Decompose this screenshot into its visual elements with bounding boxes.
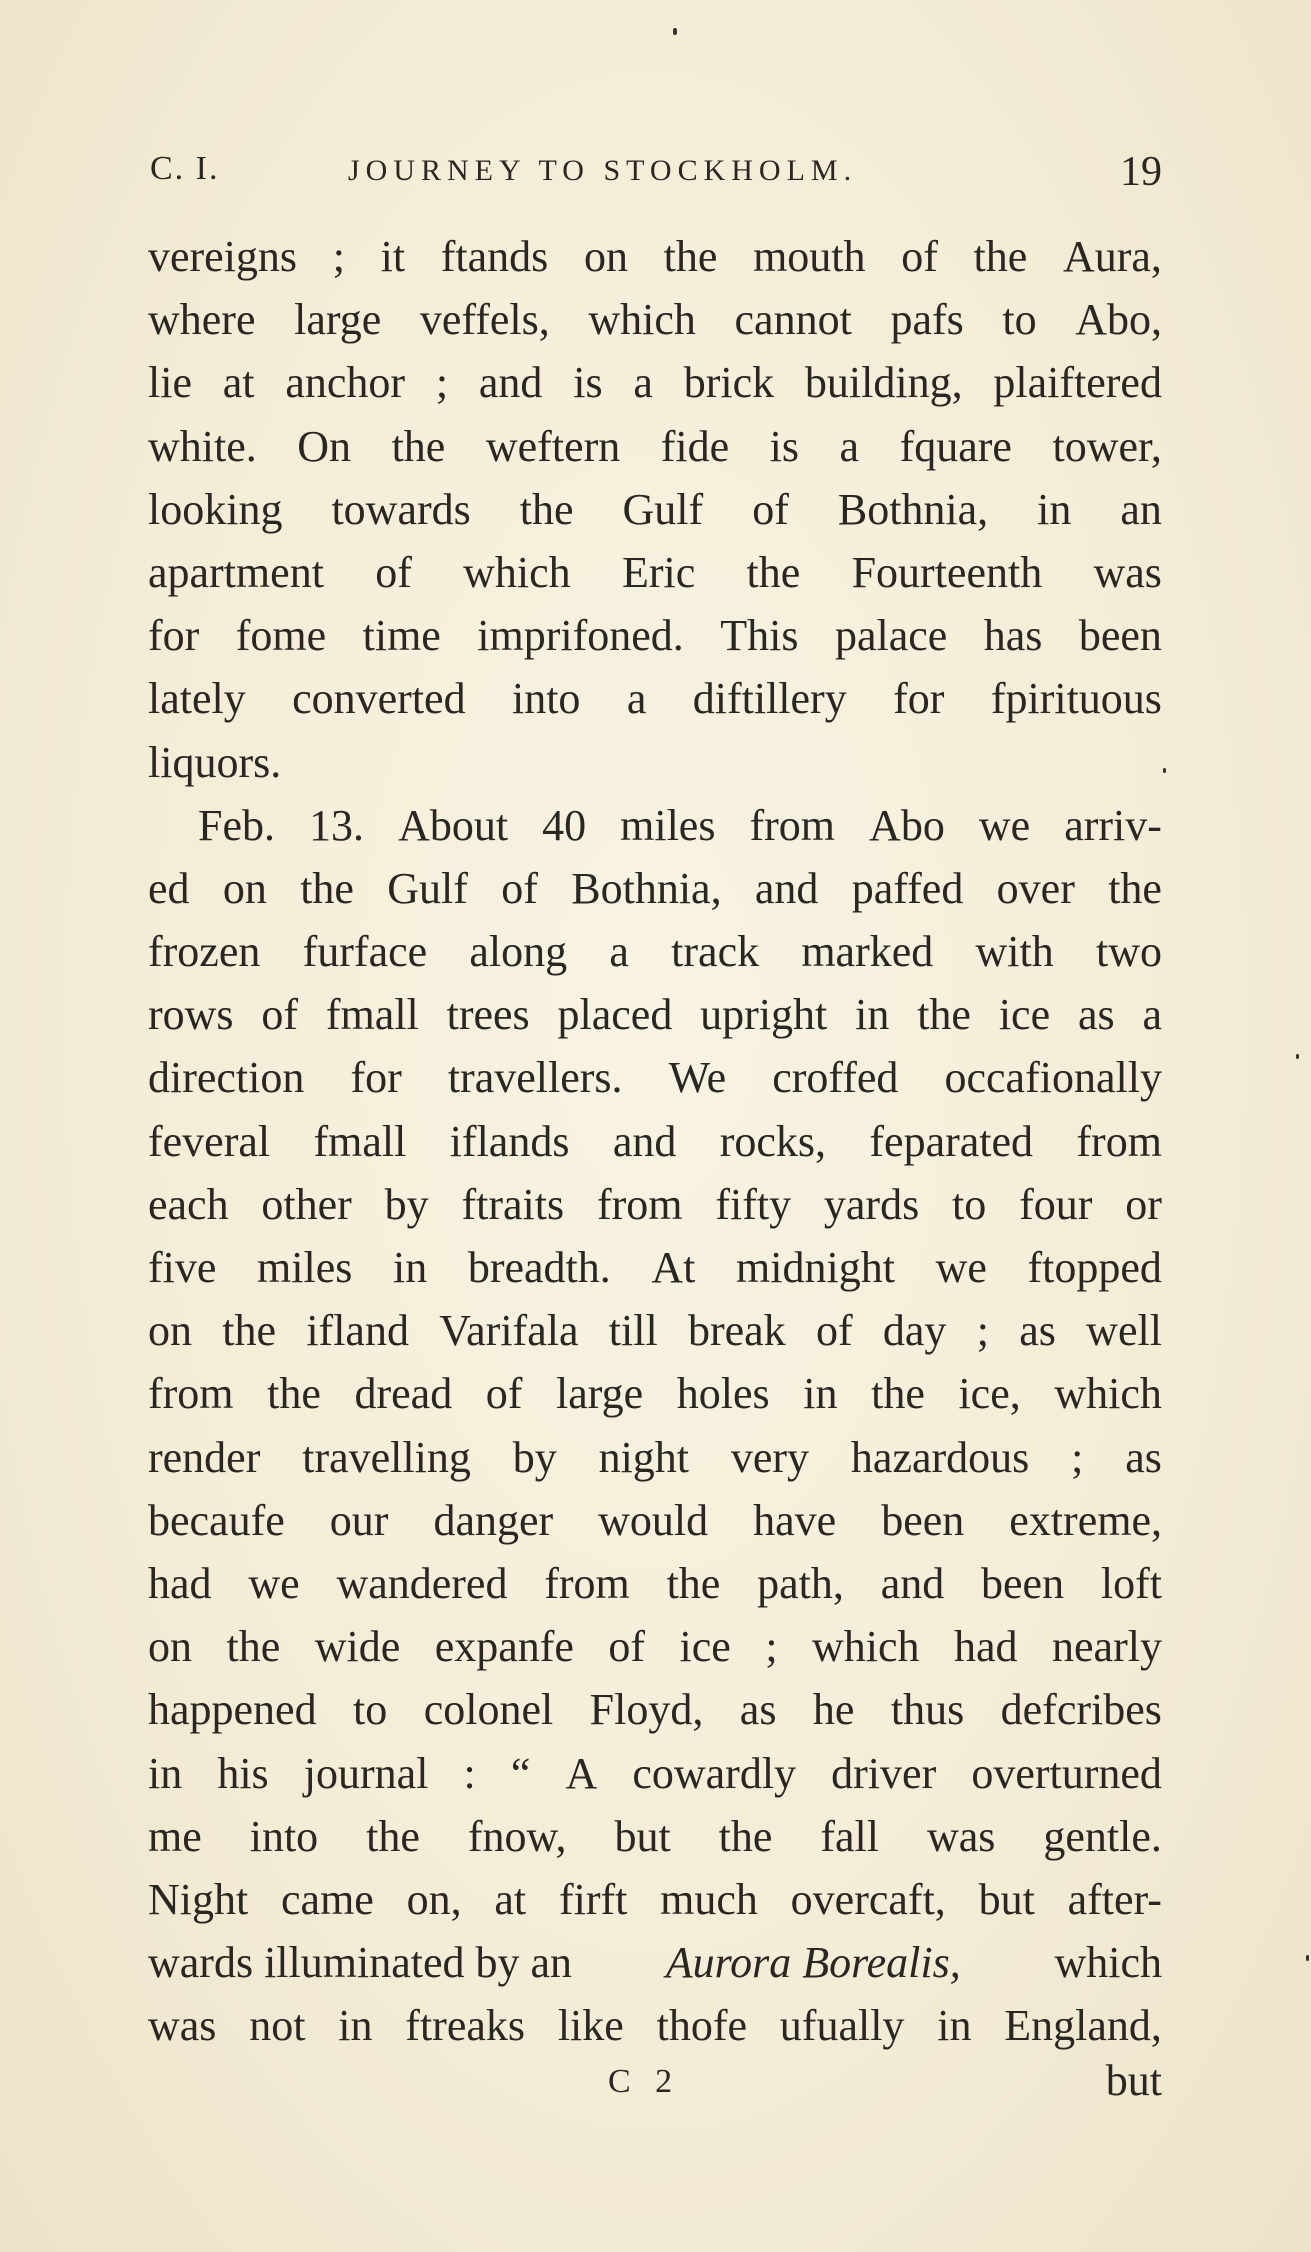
word: On xyxy=(297,421,352,471)
word: as xyxy=(739,1685,777,1735)
word: fall xyxy=(820,1811,880,1861)
word: to xyxy=(952,1179,987,1229)
running-header xyxy=(150,150,1162,200)
word: day xyxy=(882,1306,947,1356)
word: ufually xyxy=(779,2001,905,2051)
text-line xyxy=(148,1615,1162,1678)
catchword: but xyxy=(1105,2056,1162,2105)
word: 13. xyxy=(309,800,365,850)
word: feveral xyxy=(148,1116,271,1166)
text-line xyxy=(148,415,1162,478)
text-segment: wards illuminated by an xyxy=(148,1938,573,1988)
word: direction xyxy=(148,1053,305,1103)
text-line xyxy=(148,1742,1162,1805)
word: tower, xyxy=(1052,421,1162,471)
word: of xyxy=(815,1306,853,1356)
word: the xyxy=(663,232,718,281)
word: diftillery xyxy=(692,674,847,724)
word: : xyxy=(463,1748,476,1798)
word: ice xyxy=(679,1622,731,1672)
word: on xyxy=(222,863,267,913)
word: of xyxy=(485,1369,523,1419)
word: 40 xyxy=(542,800,587,850)
word: lie xyxy=(148,358,192,408)
word: the xyxy=(917,990,971,1040)
word: defcribes xyxy=(1000,1685,1162,1735)
word: furface xyxy=(302,927,428,977)
word: time xyxy=(362,611,441,661)
text-line xyxy=(148,288,1162,351)
word: “ xyxy=(510,1748,531,1798)
word: marked xyxy=(801,927,934,977)
word: on xyxy=(583,232,628,281)
word: liquors. xyxy=(148,737,282,787)
word: apartment xyxy=(148,547,324,597)
word: palace xyxy=(834,611,948,661)
word: thofe xyxy=(656,2001,747,2051)
text-line xyxy=(148,731,1162,794)
word: a xyxy=(609,927,629,977)
word: me xyxy=(148,1811,202,1861)
word: and xyxy=(754,863,819,913)
word: along xyxy=(469,927,568,977)
word: till xyxy=(608,1306,658,1356)
word: rocks, xyxy=(719,1116,827,1166)
word: ftopped xyxy=(1027,1243,1162,1292)
word: Abo, xyxy=(1075,295,1162,345)
word: large xyxy=(294,295,382,345)
word: in xyxy=(855,990,890,1040)
ink-speck xyxy=(673,28,677,35)
word: the xyxy=(871,1369,925,1419)
page-number: 19 xyxy=(1120,149,1162,195)
word: was xyxy=(1093,547,1162,597)
word: Night xyxy=(148,1874,249,1924)
word: England, xyxy=(1004,2001,1162,2051)
word: brick xyxy=(683,358,775,408)
word: arriv- xyxy=(1064,800,1162,850)
word: of xyxy=(901,232,938,281)
text-line xyxy=(148,983,1162,1046)
word: white. xyxy=(148,421,257,471)
word: which xyxy=(588,295,696,345)
text-line xyxy=(148,920,1162,983)
word: with xyxy=(975,927,1054,977)
word: to xyxy=(353,1685,388,1735)
word: colonel xyxy=(423,1685,554,1735)
word: to xyxy=(1002,295,1037,345)
word: ice xyxy=(998,990,1051,1040)
word: extreme, xyxy=(1009,1495,1162,1545)
word: fmall xyxy=(313,1116,407,1166)
word: a xyxy=(633,358,653,408)
text-line xyxy=(148,1046,1162,1109)
word: his xyxy=(217,1748,269,1798)
text-line xyxy=(148,794,1162,857)
word: cowardly xyxy=(632,1748,797,1798)
word: fnow, xyxy=(467,1811,567,1861)
word: in xyxy=(803,1369,838,1419)
word: from xyxy=(1076,1116,1162,1166)
word: much xyxy=(660,1874,758,1924)
word: each xyxy=(148,1179,229,1229)
word: as xyxy=(1019,1306,1056,1356)
word: had xyxy=(954,1622,1018,1672)
word: for xyxy=(148,611,200,661)
word: Varifala xyxy=(439,1306,579,1356)
word: in xyxy=(338,2001,373,2051)
text-line xyxy=(148,667,1162,730)
word: nearly xyxy=(1052,1622,1162,1672)
word: travelling xyxy=(302,1432,471,1482)
text-line-mixed xyxy=(148,1931,1162,1994)
word: the xyxy=(366,1811,420,1861)
text-line xyxy=(148,1805,1162,1868)
word: was xyxy=(926,1811,996,1861)
word: render xyxy=(148,1432,261,1482)
text-line xyxy=(148,1426,1162,1489)
word: the xyxy=(973,232,1028,281)
word: miles xyxy=(257,1243,353,1292)
word: of xyxy=(752,484,789,534)
ink-speck xyxy=(1163,768,1166,773)
text-line xyxy=(148,1678,1162,1741)
word: the xyxy=(391,421,446,471)
word: where xyxy=(148,295,256,345)
word: from xyxy=(596,1179,683,1229)
word: occafionally xyxy=(944,1053,1162,1103)
word: wandered xyxy=(336,1558,508,1608)
word: two xyxy=(1095,927,1162,977)
word: weftern xyxy=(485,421,621,471)
word: fquare xyxy=(899,421,1012,471)
text-line xyxy=(148,1173,1162,1236)
word: from xyxy=(148,1369,234,1419)
text-line xyxy=(148,1362,1162,1425)
word: travellers. xyxy=(447,1053,623,1103)
text-line xyxy=(148,541,1162,604)
text-line xyxy=(148,604,1162,667)
word: an xyxy=(1120,484,1162,534)
word: for xyxy=(893,674,945,724)
word: feparated xyxy=(869,1116,1034,1166)
word: Fourteenth xyxy=(851,547,1043,597)
running-title: JOURNEY TO STOCKHOLM. xyxy=(348,154,858,187)
word: danger xyxy=(433,1495,554,1545)
ink-speck xyxy=(1296,1054,1299,1059)
word: loft xyxy=(1100,1558,1162,1608)
word: About xyxy=(398,800,509,850)
word: Gulf xyxy=(387,863,468,913)
word: been xyxy=(881,1495,965,1545)
word: veffels, xyxy=(419,295,550,345)
word: and xyxy=(478,358,543,408)
word: night xyxy=(598,1432,690,1482)
word: Aura, xyxy=(1062,232,1162,281)
word: miles xyxy=(620,800,716,850)
word: large xyxy=(556,1369,644,1419)
word: firft xyxy=(558,1874,628,1924)
word: ; xyxy=(332,232,345,281)
word: a xyxy=(626,674,647,724)
word: overcaft, xyxy=(790,1874,946,1924)
word: of xyxy=(501,863,538,913)
word: Eric xyxy=(621,547,696,597)
word: This xyxy=(720,611,799,661)
word: like xyxy=(557,2001,624,2051)
word: rows xyxy=(148,990,234,1040)
word: frozen xyxy=(148,927,261,977)
word: very xyxy=(730,1432,810,1482)
word: on xyxy=(148,1622,192,1672)
word: upright xyxy=(700,990,828,1040)
word: break xyxy=(687,1306,786,1356)
word: path, xyxy=(757,1558,844,1608)
word: as xyxy=(1125,1432,1162,1482)
text-segment: which xyxy=(1054,1938,1162,1988)
word: on xyxy=(148,1306,192,1356)
word: holes xyxy=(676,1369,770,1419)
word: from xyxy=(749,800,836,850)
page-footer xyxy=(150,2055,1162,2115)
word: came xyxy=(281,1874,374,1924)
word: the xyxy=(1108,863,1162,913)
word: ftraits xyxy=(461,1179,565,1229)
word: imprifoned. xyxy=(477,611,684,661)
word: has xyxy=(983,611,1043,661)
word: pafs xyxy=(890,295,964,345)
word: and xyxy=(880,1558,945,1608)
word: midnight xyxy=(736,1243,895,1292)
word: fifty xyxy=(715,1179,792,1229)
word: the xyxy=(226,1622,281,1672)
word: of xyxy=(608,1622,646,1672)
word: yards xyxy=(823,1179,920,1229)
word: fide xyxy=(660,421,730,471)
word: ftands xyxy=(440,232,549,281)
word: which xyxy=(812,1622,920,1672)
word: had xyxy=(148,1558,212,1608)
word: it xyxy=(380,232,406,281)
word: breadth. xyxy=(467,1243,611,1292)
word: not xyxy=(249,2001,306,2051)
word: is xyxy=(573,358,603,408)
word: vereigns xyxy=(148,232,298,281)
word: which xyxy=(463,547,571,597)
text-line xyxy=(148,1110,1162,1173)
word: Abo xyxy=(869,800,945,850)
text-line xyxy=(148,857,1162,920)
word: paffed xyxy=(851,863,964,913)
word: mouth xyxy=(753,232,866,281)
word: ed xyxy=(148,863,190,913)
word: the xyxy=(300,863,354,913)
word: happened xyxy=(148,1685,317,1735)
word: Bothnia, xyxy=(837,484,989,534)
word: becaufe xyxy=(148,1495,285,1545)
word: but xyxy=(614,1811,671,1861)
word: we xyxy=(935,1243,987,1292)
word: for xyxy=(350,1053,402,1103)
word: in xyxy=(392,1243,428,1292)
word: we xyxy=(248,1558,300,1608)
word: the xyxy=(718,1811,773,1861)
word: in xyxy=(937,2001,972,2051)
word: into xyxy=(511,674,581,724)
word: ftreaks xyxy=(405,2001,526,2051)
text-line xyxy=(148,1489,1162,1552)
word: ifland xyxy=(306,1306,409,1356)
word: and xyxy=(612,1116,677,1166)
word: trees xyxy=(446,990,530,1040)
word: into xyxy=(249,1811,319,1861)
word: ; xyxy=(765,1622,778,1672)
word: after- xyxy=(1067,1874,1162,1924)
word: by xyxy=(384,1179,429,1229)
word: we xyxy=(978,800,1031,850)
word: the xyxy=(222,1306,277,1356)
word: ice, xyxy=(958,1369,1021,1419)
word: iflands xyxy=(449,1116,570,1166)
word: from xyxy=(544,1558,630,1608)
word: he xyxy=(812,1685,855,1735)
word: been xyxy=(1078,611,1162,661)
word: the xyxy=(519,484,574,534)
text-line xyxy=(148,1994,1162,2057)
word: We xyxy=(668,1053,727,1103)
word: fmall xyxy=(325,990,419,1040)
signature-mark: C 2 xyxy=(608,2063,681,2100)
word: of xyxy=(261,990,299,1040)
word: expanfe xyxy=(434,1622,574,1672)
chapter-label: C. I. xyxy=(150,150,220,187)
text-line xyxy=(148,478,1162,541)
word: four xyxy=(1019,1179,1093,1229)
word: our xyxy=(329,1495,389,1545)
word: a xyxy=(839,421,860,471)
word: A xyxy=(565,1748,598,1798)
word: gentle. xyxy=(1043,1811,1162,1861)
word: on, xyxy=(406,1874,462,1924)
word: ; xyxy=(1071,1432,1084,1482)
word: Gulf xyxy=(622,484,704,534)
word: been xyxy=(981,1558,1065,1608)
word: or xyxy=(1125,1179,1162,1229)
word: fome xyxy=(235,611,327,661)
word: journal xyxy=(303,1748,429,1798)
word: placed xyxy=(557,990,673,1040)
word: the xyxy=(267,1369,321,1419)
body-text xyxy=(148,225,1162,2057)
word: croffed xyxy=(772,1053,899,1103)
word: plaiftered xyxy=(993,358,1162,408)
word: at xyxy=(494,1874,527,1924)
word: hazardous xyxy=(850,1432,1030,1482)
word: of xyxy=(375,547,412,597)
word: would xyxy=(598,1495,709,1545)
word: fpirituous xyxy=(990,674,1162,724)
word: driver xyxy=(831,1748,937,1798)
word: looking xyxy=(148,484,283,534)
word: well xyxy=(1086,1306,1162,1356)
word: building, xyxy=(804,358,963,408)
text-line xyxy=(148,225,1162,288)
word: thus xyxy=(890,1685,965,1735)
word: by xyxy=(512,1432,557,1482)
word: the xyxy=(666,1558,721,1608)
word: ; xyxy=(976,1306,989,1356)
word: Feb. xyxy=(198,800,275,850)
word: lately xyxy=(148,674,246,724)
word: five xyxy=(148,1243,217,1292)
word: which xyxy=(1054,1369,1162,1419)
ink-speck xyxy=(1306,1955,1309,1961)
word: wide xyxy=(314,1622,401,1672)
word: converted xyxy=(292,674,466,724)
text-line xyxy=(148,1299,1162,1362)
word: at xyxy=(222,358,255,408)
word: Floyd, xyxy=(589,1685,704,1735)
word: At xyxy=(651,1243,696,1292)
word: the xyxy=(746,547,801,597)
word: cannot xyxy=(734,295,852,345)
word: overturned xyxy=(971,1748,1162,1798)
word: towards xyxy=(331,484,471,534)
text-line xyxy=(148,1552,1162,1615)
word: in xyxy=(1037,484,1072,534)
word: ; xyxy=(435,358,449,408)
word: have xyxy=(753,1495,837,1545)
word: a xyxy=(1142,990,1162,1040)
word: is xyxy=(769,421,800,471)
word: track xyxy=(671,927,760,977)
text-line xyxy=(148,1236,1162,1299)
italic-phrase: Aurora Borealis, xyxy=(665,1938,961,1988)
word: was xyxy=(148,2001,217,2051)
word: over xyxy=(996,863,1075,913)
word: Bothnia, xyxy=(571,863,722,913)
word: in xyxy=(148,1748,183,1798)
word: anchor xyxy=(285,358,406,408)
text-line xyxy=(148,1868,1162,1931)
word: other xyxy=(261,1179,352,1229)
word: dread xyxy=(354,1369,453,1419)
word: but xyxy=(978,1874,1035,1924)
text-line xyxy=(148,351,1162,414)
word: as xyxy=(1077,990,1115,1040)
